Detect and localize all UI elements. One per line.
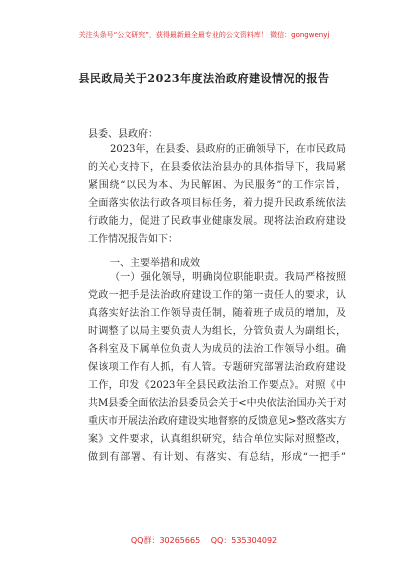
paragraph2-line: 真落实好法治工作领导责任制，随着班子成员的增加，及 <box>88 308 346 319</box>
paragraph1-line: 全面落实依法行政各项目标任务，着力提升民政系统依法 <box>88 198 346 209</box>
paragraph1-line: 的关心支持下，在县委依法治县办的具体指导下，我局紧 <box>88 162 346 173</box>
section-heading: 一、主要举措和成效 <box>110 258 200 269</box>
paragraph2-line: 案》文件要求，认真组织研究，结合单位实际对照整改， <box>88 434 346 445</box>
document-title: 县民政局关于2023年度法治政府建设情况的报告 <box>78 72 330 85</box>
paragraph2-line: 党政一把手是法治政府建设工作的第一责任人的要求，认 <box>88 290 346 301</box>
paragraph1-line: 工作情况报告如下： <box>88 234 178 245</box>
paragraph1-line: 紧围绕“以民为本、为民解困、为民服务”的工作宗旨， <box>88 180 346 191</box>
greeting: 县委、县政府： <box>88 129 158 140</box>
paragraph2-line: 保该项工作有人抓，有人管。专题研究部署法治政府建设 <box>88 362 346 373</box>
paragraph2-line: 共M县委全面依法治县委员会关于<中央依法治国办关于对 <box>88 398 347 409</box>
paragraph1-line: 行政能力，促进了民政事业健康发展。现将法治政府建设 <box>88 216 346 227</box>
footer-qq-group: QQ群：30265665 <box>130 536 201 545</box>
paragraph2-line: 做到有部署、有计划、有落实、有总结，形成“一把手” <box>88 452 346 463</box>
paragraph2-line: 各科室及下属单位负责人为成员的法治工作领导小组。确 <box>88 344 346 355</box>
footer-contact <box>0 535 408 546</box>
paragraph2-line: 工作，印发《2023年全县民政法治工作要点》。对照《中 <box>88 380 346 391</box>
paragraph2-line: （一）强化领导，明确岗位职能职责。我局严格按照 <box>110 272 346 283</box>
paragraph2-line: 重庆市开展法治政府建设实地督察的反馈意见>整改落实方 <box>88 416 347 427</box>
paragraph1-line: 2023年，在县委、县政府的正确领导下，在市民政局 <box>110 144 346 155</box>
paragraph2-line: 时调整了以局主要负责人为组长，分管负责人为副组长， <box>88 326 346 337</box>
top-banner: 关注头条号“公文研究”，获得最新最全最专业的公文资料库！ 微信：gongwenyj <box>78 31 330 39</box>
footer-qq: QQ：535304092 <box>210 536 278 545</box>
